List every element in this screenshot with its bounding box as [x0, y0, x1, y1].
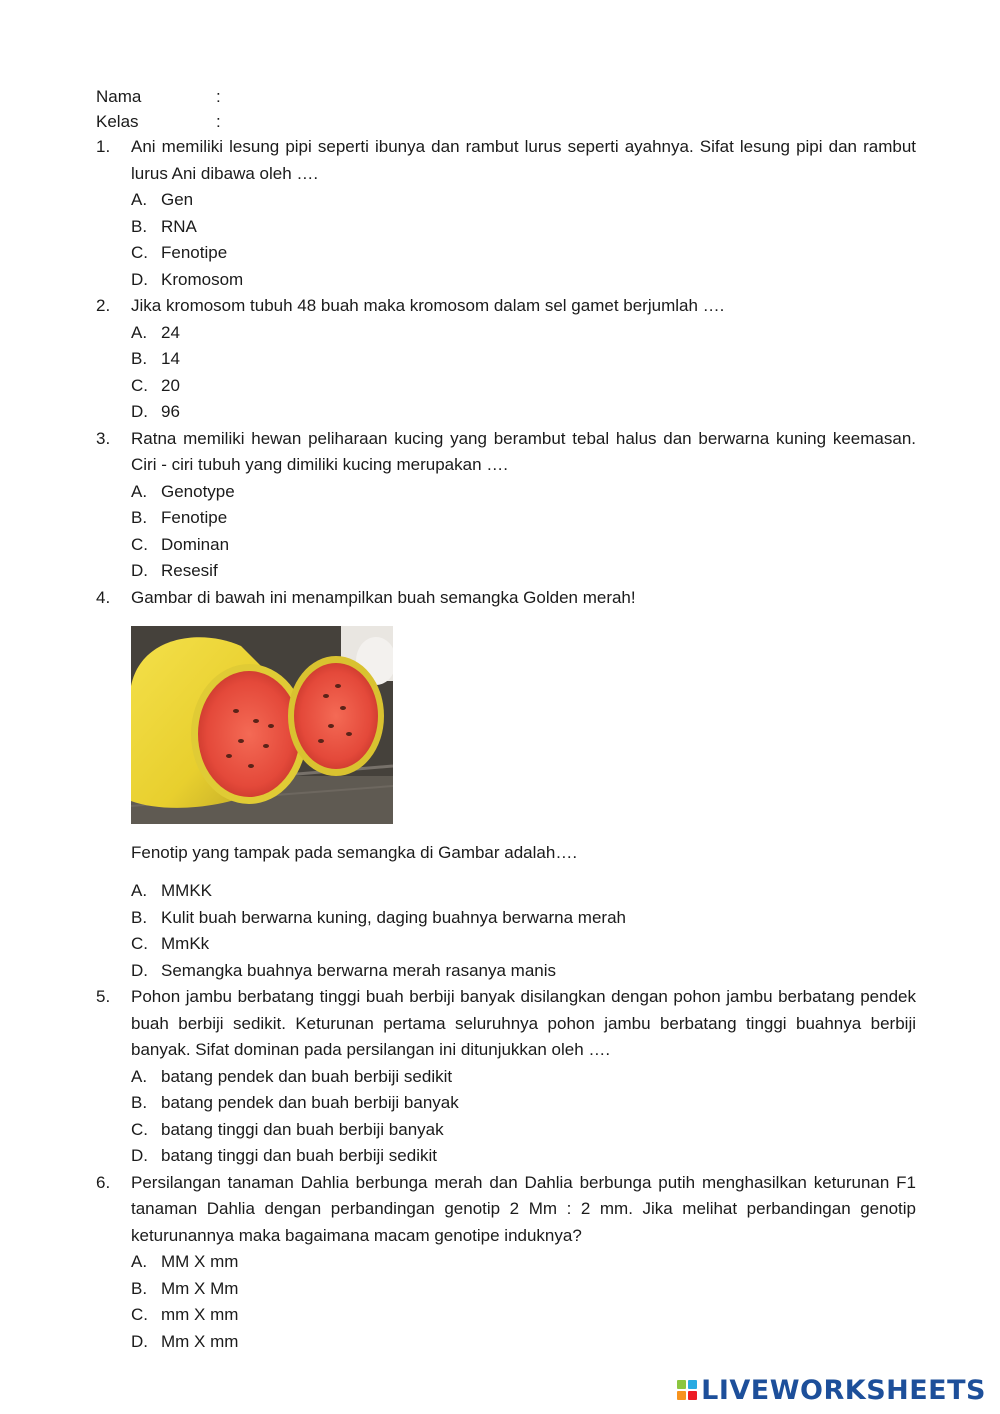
question-text: Ratna memiliki hewan peliharaan kucing yang berambut tebal halus dan berwarna kuning keemasan. Ciri - ciri tubuh yang dimiliki kucing merupakan …. — [131, 428, 916, 474]
option-text: Kulit buah berwarna kuning, daging buahnya berwarna merah — [161, 907, 626, 927]
options-list — [131, 878, 916, 984]
option-a[interactable] — [131, 187, 916, 214]
option-letter: D. — [131, 269, 148, 289]
option-letter: B. — [131, 1093, 148, 1112]
option-letter: B. — [131, 508, 148, 527]
kelas-label: Kelas — [96, 112, 139, 131]
question-text: Pohon jambu berbatang tinggi buah berbiji banyak disilangkan dengan pohon jambu berbatang pendek buah berbiji sedikit. Keturunan pertama seluruhnya pohon jambu berbatang tinggi buahnya berbiji banyak. Sifat dominan pada persilangan ini ditunjukkan oleh …. — [131, 987, 916, 1059]
question-number: 1. — [96, 137, 111, 156]
option-text: Resesif — [161, 561, 218, 580]
liveworksheets-brand[interactable] — [677, 1374, 986, 1406]
brand-name: LIVEWORKSHEETS — [701, 1374, 986, 1406]
option-letter: D. — [131, 402, 148, 421]
kelas-colon: : — [216, 112, 221, 131]
question-text: Jika kromosom tubuh 48 buah maka kromosom dalam sel gamet berjumlah …. — [131, 296, 725, 315]
option-letter: B. — [131, 216, 148, 236]
option-letter: A. — [131, 1252, 148, 1271]
options-list — [131, 1249, 916, 1355]
question-number: 3. — [96, 428, 111, 448]
question-number: 5. — [96, 987, 111, 1006]
option-letter: B. — [131, 907, 148, 927]
option-letter: C. — [131, 1119, 148, 1139]
option-letter: A. — [131, 481, 148, 501]
options-list — [131, 187, 916, 293]
option-text: Kromosom — [161, 269, 244, 289]
option-d[interactable] — [131, 558, 916, 585]
option-text: MMKK — [161, 881, 212, 900]
option-letter: C. — [131, 534, 148, 554]
option-text: Mm X Mm — [161, 1278, 239, 1298]
option-text: Semangka buahnya berwarna merah rasanya manis — [161, 960, 557, 980]
question-3 — [96, 426, 916, 585]
logo-square-green — [677, 1380, 686, 1389]
options-list — [131, 479, 916, 585]
option-a[interactable] — [131, 1249, 916, 1276]
option-text: Dominan — [161, 534, 230, 554]
option-letter: B. — [131, 1278, 148, 1298]
option-c[interactable] — [131, 532, 916, 559]
question-text: Persilangan tanaman Dahlia berbunga merah dan Dahlia berbunga putih menghasilkan keturunan F1 tanaman Dahlia dengan perbandingan genotip 2 Mm : 2 mm. Jika melihat perbandingan genotip keturunannya maka bagaimana macam genotipe induknya? — [131, 1172, 916, 1245]
option-a[interactable] — [131, 878, 916, 905]
watermelon-photo — [131, 626, 393, 824]
question-6 — [96, 1170, 916, 1356]
option-c[interactable] — [131, 373, 916, 400]
option-b[interactable] — [131, 214, 916, 241]
option-b[interactable] — [131, 346, 916, 373]
option-letter: C. — [131, 375, 148, 395]
nama-colon: : — [216, 87, 221, 106]
option-letter: A. — [131, 322, 148, 342]
option-d[interactable] — [131, 958, 916, 985]
option-text: Fenotipe — [161, 508, 228, 527]
option-letter: A. — [131, 190, 148, 209]
option-text: batang tinggi dan buah berbiji banyak — [161, 1119, 444, 1139]
question-number: 2. — [96, 296, 111, 315]
option-text: Genotype — [161, 481, 235, 501]
liveworksheets-logo-icon — [677, 1380, 697, 1400]
option-a[interactable] — [131, 320, 916, 347]
option-text: batang pendek dan buah berbiji sedikit — [161, 1066, 453, 1086]
option-letter: A. — [131, 881, 148, 900]
option-text: RNA — [161, 216, 197, 236]
question-text: Gambar di bawah ini menampilkan buah semangka Golden merah! — [131, 587, 636, 607]
question-5 — [96, 984, 916, 1170]
option-letter: D. — [131, 1146, 148, 1165]
option-a[interactable] — [131, 1064, 916, 1091]
logo-square-blue — [688, 1380, 697, 1389]
option-text: MM X mm — [161, 1252, 239, 1271]
option-text: batang tinggi dan buah berbiji sedikit — [161, 1146, 437, 1165]
logo-square-red — [688, 1391, 697, 1400]
question-4 — [96, 585, 916, 985]
option-text: 24 — [161, 322, 180, 342]
option-c[interactable] — [131, 1117, 916, 1144]
option-text: 20 — [161, 375, 180, 395]
question-subtext: Fenotip yang tampak pada semangka di Gambar adalah…. — [131, 843, 578, 862]
option-text: Gen — [161, 190, 194, 209]
option-text: 96 — [161, 402, 180, 421]
option-d[interactable] — [131, 267, 916, 294]
option-letter: D. — [131, 1331, 148, 1351]
worksheet-page — [96, 84, 916, 1355]
option-c[interactable] — [131, 240, 916, 267]
option-letter: C. — [131, 243, 148, 262]
option-d[interactable] — [131, 1329, 916, 1356]
option-letter: B. — [131, 349, 148, 368]
kelas-row — [96, 109, 916, 134]
nama-label: Nama — [96, 87, 142, 106]
question-2 — [96, 293, 916, 426]
option-d[interactable] — [131, 1143, 916, 1170]
option-letter: C. — [131, 1305, 148, 1324]
option-text: batang pendek dan buah berbiji banyak — [161, 1093, 459, 1112]
option-letter: C. — [131, 934, 148, 953]
option-c[interactable] — [131, 931, 916, 958]
question-number: 6. — [96, 1172, 111, 1192]
question-1 — [96, 134, 916, 293]
logo-square-orange — [677, 1391, 686, 1400]
option-letter: A. — [131, 1066, 148, 1086]
option-a[interactable] — [131, 479, 916, 506]
option-b[interactable] — [131, 505, 916, 532]
option-d[interactable] — [131, 399, 916, 426]
option-b[interactable] — [131, 905, 916, 932]
watermelon-illustration — [131, 626, 393, 824]
option-letter: D. — [131, 960, 148, 980]
option-text: mm X mm — [161, 1305, 239, 1324]
option-text: Fenotipe — [161, 243, 228, 262]
option-text: 14 — [161, 349, 180, 368]
question-text: Ani memiliki lesung pipi seperti ibunya dan rambut lurus seperti ayahnya. Sifat lesung pipi dan rambut lurus Ani dibawa oleh …. — [131, 137, 916, 183]
option-b[interactable] — [131, 1090, 916, 1117]
options-list — [131, 1064, 916, 1170]
option-letter: D. — [131, 561, 148, 580]
nama-row — [96, 84, 916, 109]
option-text: Mm X mm — [161, 1331, 239, 1351]
question-number: 4. — [96, 587, 111, 607]
option-b[interactable] — [131, 1276, 916, 1303]
options-list — [131, 320, 916, 426]
option-c[interactable] — [131, 1302, 916, 1329]
option-text: MmKk — [161, 934, 210, 953]
